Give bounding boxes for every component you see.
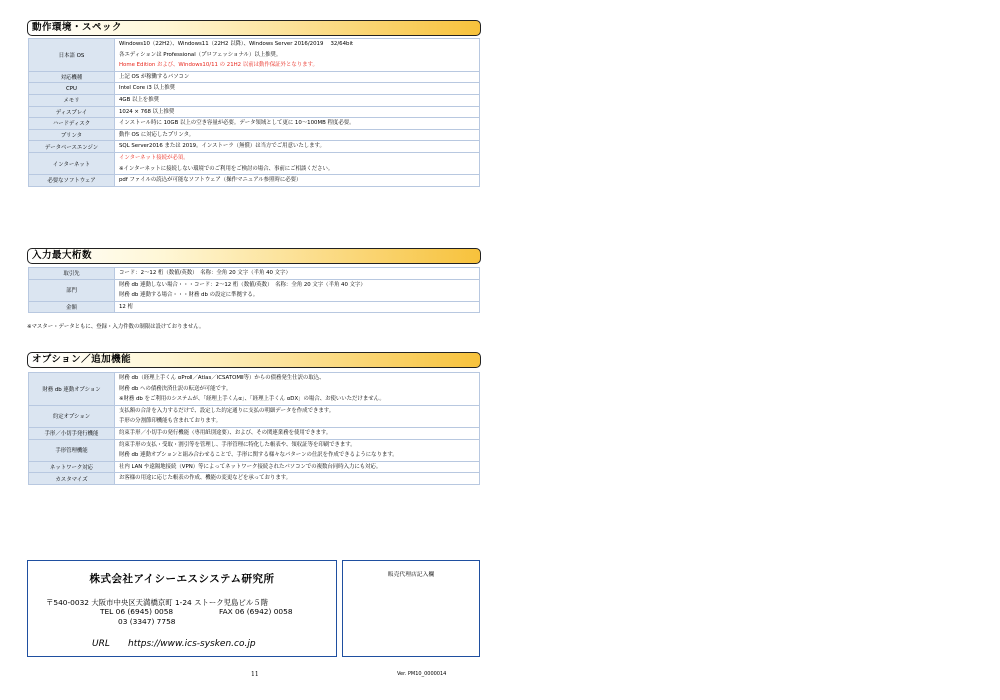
table-row <box>29 129 480 141</box>
row-value-line: 財務 db 連動しない場合・・・コード：2～12 桁（数値/英数） 名称：全角 20 文字（半角 40 文字） <box>119 281 366 288</box>
row-value-line: 社内 LAN や遠隔地接続（VPN）等によってネットワーク接続されたパソコンでの複数台同時入力にも対応。 <box>119 463 382 470</box>
table-row <box>29 141 480 153</box>
table-row <box>29 268 480 280</box>
row-value <box>115 473 480 485</box>
table-row <box>29 106 480 118</box>
row-value-line: Intel Core i3 以上推奨 <box>119 85 176 92</box>
row-value-line: 財務 db 連動する場合・・・財務 db の設定に準拠する。 <box>119 292 259 299</box>
url-label: URL <box>92 639 110 649</box>
row-value-line: インストール時に 10GB 以上の空き容量が必要。データ領域として更に 10～100MB 程度必要。 <box>119 120 355 127</box>
table-row <box>29 405 480 427</box>
row-label: 取引先 <box>29 268 115 280</box>
row-value <box>115 71 480 83</box>
table-row <box>29 71 480 83</box>
sales-agent-box <box>342 560 480 657</box>
company-fax: FAX 06 (6942) 0058 <box>219 607 293 616</box>
row-value <box>115 268 480 280</box>
row-value-line: Windows10（22H2）、Windows11（22H2 以降）、Windows Server 2016/2019 32/64bit <box>119 41 354 47</box>
page-number: 11 <box>251 671 259 678</box>
row-value <box>115 141 480 153</box>
row-label: ハードディスク <box>29 118 115 130</box>
table-row <box>29 461 480 473</box>
row-label: 金額 <box>29 301 115 313</box>
row-label: カスタマイズ <box>29 473 115 485</box>
row-value <box>115 83 480 95</box>
table-row <box>29 439 480 461</box>
row-value-line: ※財務 db をご利用のシステムが、「経理上手くんα」、「経理上手くん αDX」の場合、お使いいただけません。 <box>119 396 385 403</box>
table-row <box>29 279 480 301</box>
row-value-line: pdf ファイルの読込が可能なソフトウェア（操作マニュアル参照時に必要） <box>119 177 302 184</box>
row-value <box>115 279 480 301</box>
row-value <box>115 152 480 174</box>
table-row <box>29 473 480 485</box>
row-value-line: 支払額の合計を入力するだけで、設定した約定通りに支払の明細データを作成できます。 <box>119 407 335 414</box>
row-label: ネットワーク対応 <box>29 461 115 473</box>
table-row <box>29 94 480 106</box>
row-value-line: ※インターネットに接続しない環境でのご利用をご検討の場合、事前にご相談ください。 <box>119 165 334 172</box>
row-label: データベースエンジン <box>29 141 115 153</box>
row-value-line: 約束手形／小切手の発行機能（専用紙別途要）、および、その関連業務を使用できます。 <box>119 429 332 436</box>
row-label: 部門 <box>29 279 115 301</box>
company-name: 株式会社アイシーエスシステム研究所 <box>89 573 275 585</box>
table-row <box>29 175 480 187</box>
row-label: 日本語 OS <box>29 39 115 72</box>
company-url[interactable]: https://www.ics-sysken.co.jp <box>128 639 256 649</box>
row-value-line: 12 桁 <box>119 303 133 310</box>
row-label: 対応機種 <box>29 71 115 83</box>
row-label: インターネット <box>29 152 115 174</box>
table-row <box>29 152 480 174</box>
row-label: CPU <box>29 83 115 95</box>
row-value-line: 手形の分割節印機能も含まれております。 <box>119 418 221 425</box>
row-value <box>115 175 480 187</box>
spec-table <box>28 38 480 187</box>
row-value-line: インターネット接続が必須。 <box>119 154 189 161</box>
row-value-line: 動作 OS に対応したプリンタ。 <box>119 131 195 138</box>
row-value <box>115 129 480 141</box>
table-row <box>29 83 480 95</box>
row-label: 手形／小切手発行機能 <box>29 427 115 439</box>
row-value-line: SQL Server2016 または 2019。インストーラ（無償）は当方でご用意いたします。 <box>119 143 325 150</box>
company-address: 〒540-0032 大阪市中央区天満橋京町 1-24 ストーク児島ビル５階 <box>46 598 268 607</box>
section-title-options: オプション／追加機能 <box>27 352 481 368</box>
table-row <box>29 373 480 406</box>
row-value-line: 約束手形の支払・受取・割引等を管理し、手形管理に特化した帳表や、領収証等を印刷できます。 <box>119 441 356 448</box>
row-value-line: 財務 db 連動オプションと組み合わせることで、手形に関する様々なパターンの仕訳を作成できるようになります。 <box>119 452 398 459</box>
row-value-line: コード：2～12 桁（数値/英数） 名称：全角 20 文字（半角 40 文字） <box>119 270 291 276</box>
row-value-line: 各エディションは Professional（プロフェッショナル）以上推奨。 <box>119 51 282 58</box>
input-digits-table <box>28 267 480 313</box>
row-value <box>115 373 480 406</box>
row-value <box>115 301 480 313</box>
table-row <box>29 39 480 72</box>
row-label: 約定オプション <box>29 405 115 427</box>
sales-agent-label: 販売代理店記入欄 <box>387 572 435 578</box>
row-value <box>115 439 480 461</box>
row-value <box>115 461 480 473</box>
version-label: Ver. PM10_0000014 <box>397 671 447 677</box>
table-row <box>29 301 480 313</box>
row-value-line: Home Edition および、Windows10/11 の 21H2 以前は動作保証外となります。 <box>119 62 318 69</box>
company-tel: TEL 06 (6945) 0058 <box>100 607 174 616</box>
row-value <box>115 106 480 118</box>
row-label: 財務 db 連動オプション <box>29 373 115 406</box>
row-value-line: 財務 db（経理上手くん αProⅡ／Atlas／ICSATOMⅡ等）からの債務発生仕訳の取込、 <box>119 375 325 381</box>
options-table <box>28 372 480 485</box>
row-value-line: 4GB 以上を推奨 <box>119 96 159 103</box>
section-title-input: 入力最大桁数 <box>27 248 481 264</box>
row-value <box>115 94 480 106</box>
section-title-spec: 動作環境・スペック <box>27 20 481 36</box>
row-label: プリンタ <box>29 129 115 141</box>
row-value-line: 1024 × 768 以上推奨 <box>119 108 175 115</box>
row-value <box>115 405 480 427</box>
row-label: 手形管理機能 <box>29 439 115 461</box>
row-label: メモリ <box>29 94 115 106</box>
row-value-line: お客様の用途に応じた帳表の作成、機能の変更などを承っております。 <box>119 475 292 482</box>
row-value <box>115 427 480 439</box>
row-value-line: 財務 db への債務決済仕訳の転送が可能です。 <box>119 385 232 392</box>
row-value <box>115 118 480 130</box>
row-value <box>115 39 480 72</box>
table-row <box>29 118 480 130</box>
row-label: 必要なソフトウェア <box>29 175 115 187</box>
company-info-box <box>27 560 337 657</box>
row-label: ディスプレイ <box>29 106 115 118</box>
input-note: ※マスター・データともに、登録・入力件数の制限は設けておりません。 <box>27 324 205 330</box>
company-tel2: 03 (3347) 7758 <box>118 617 176 626</box>
table-row <box>29 427 480 439</box>
row-value-line: 上記 OS が稼働するパソコン <box>119 73 190 80</box>
